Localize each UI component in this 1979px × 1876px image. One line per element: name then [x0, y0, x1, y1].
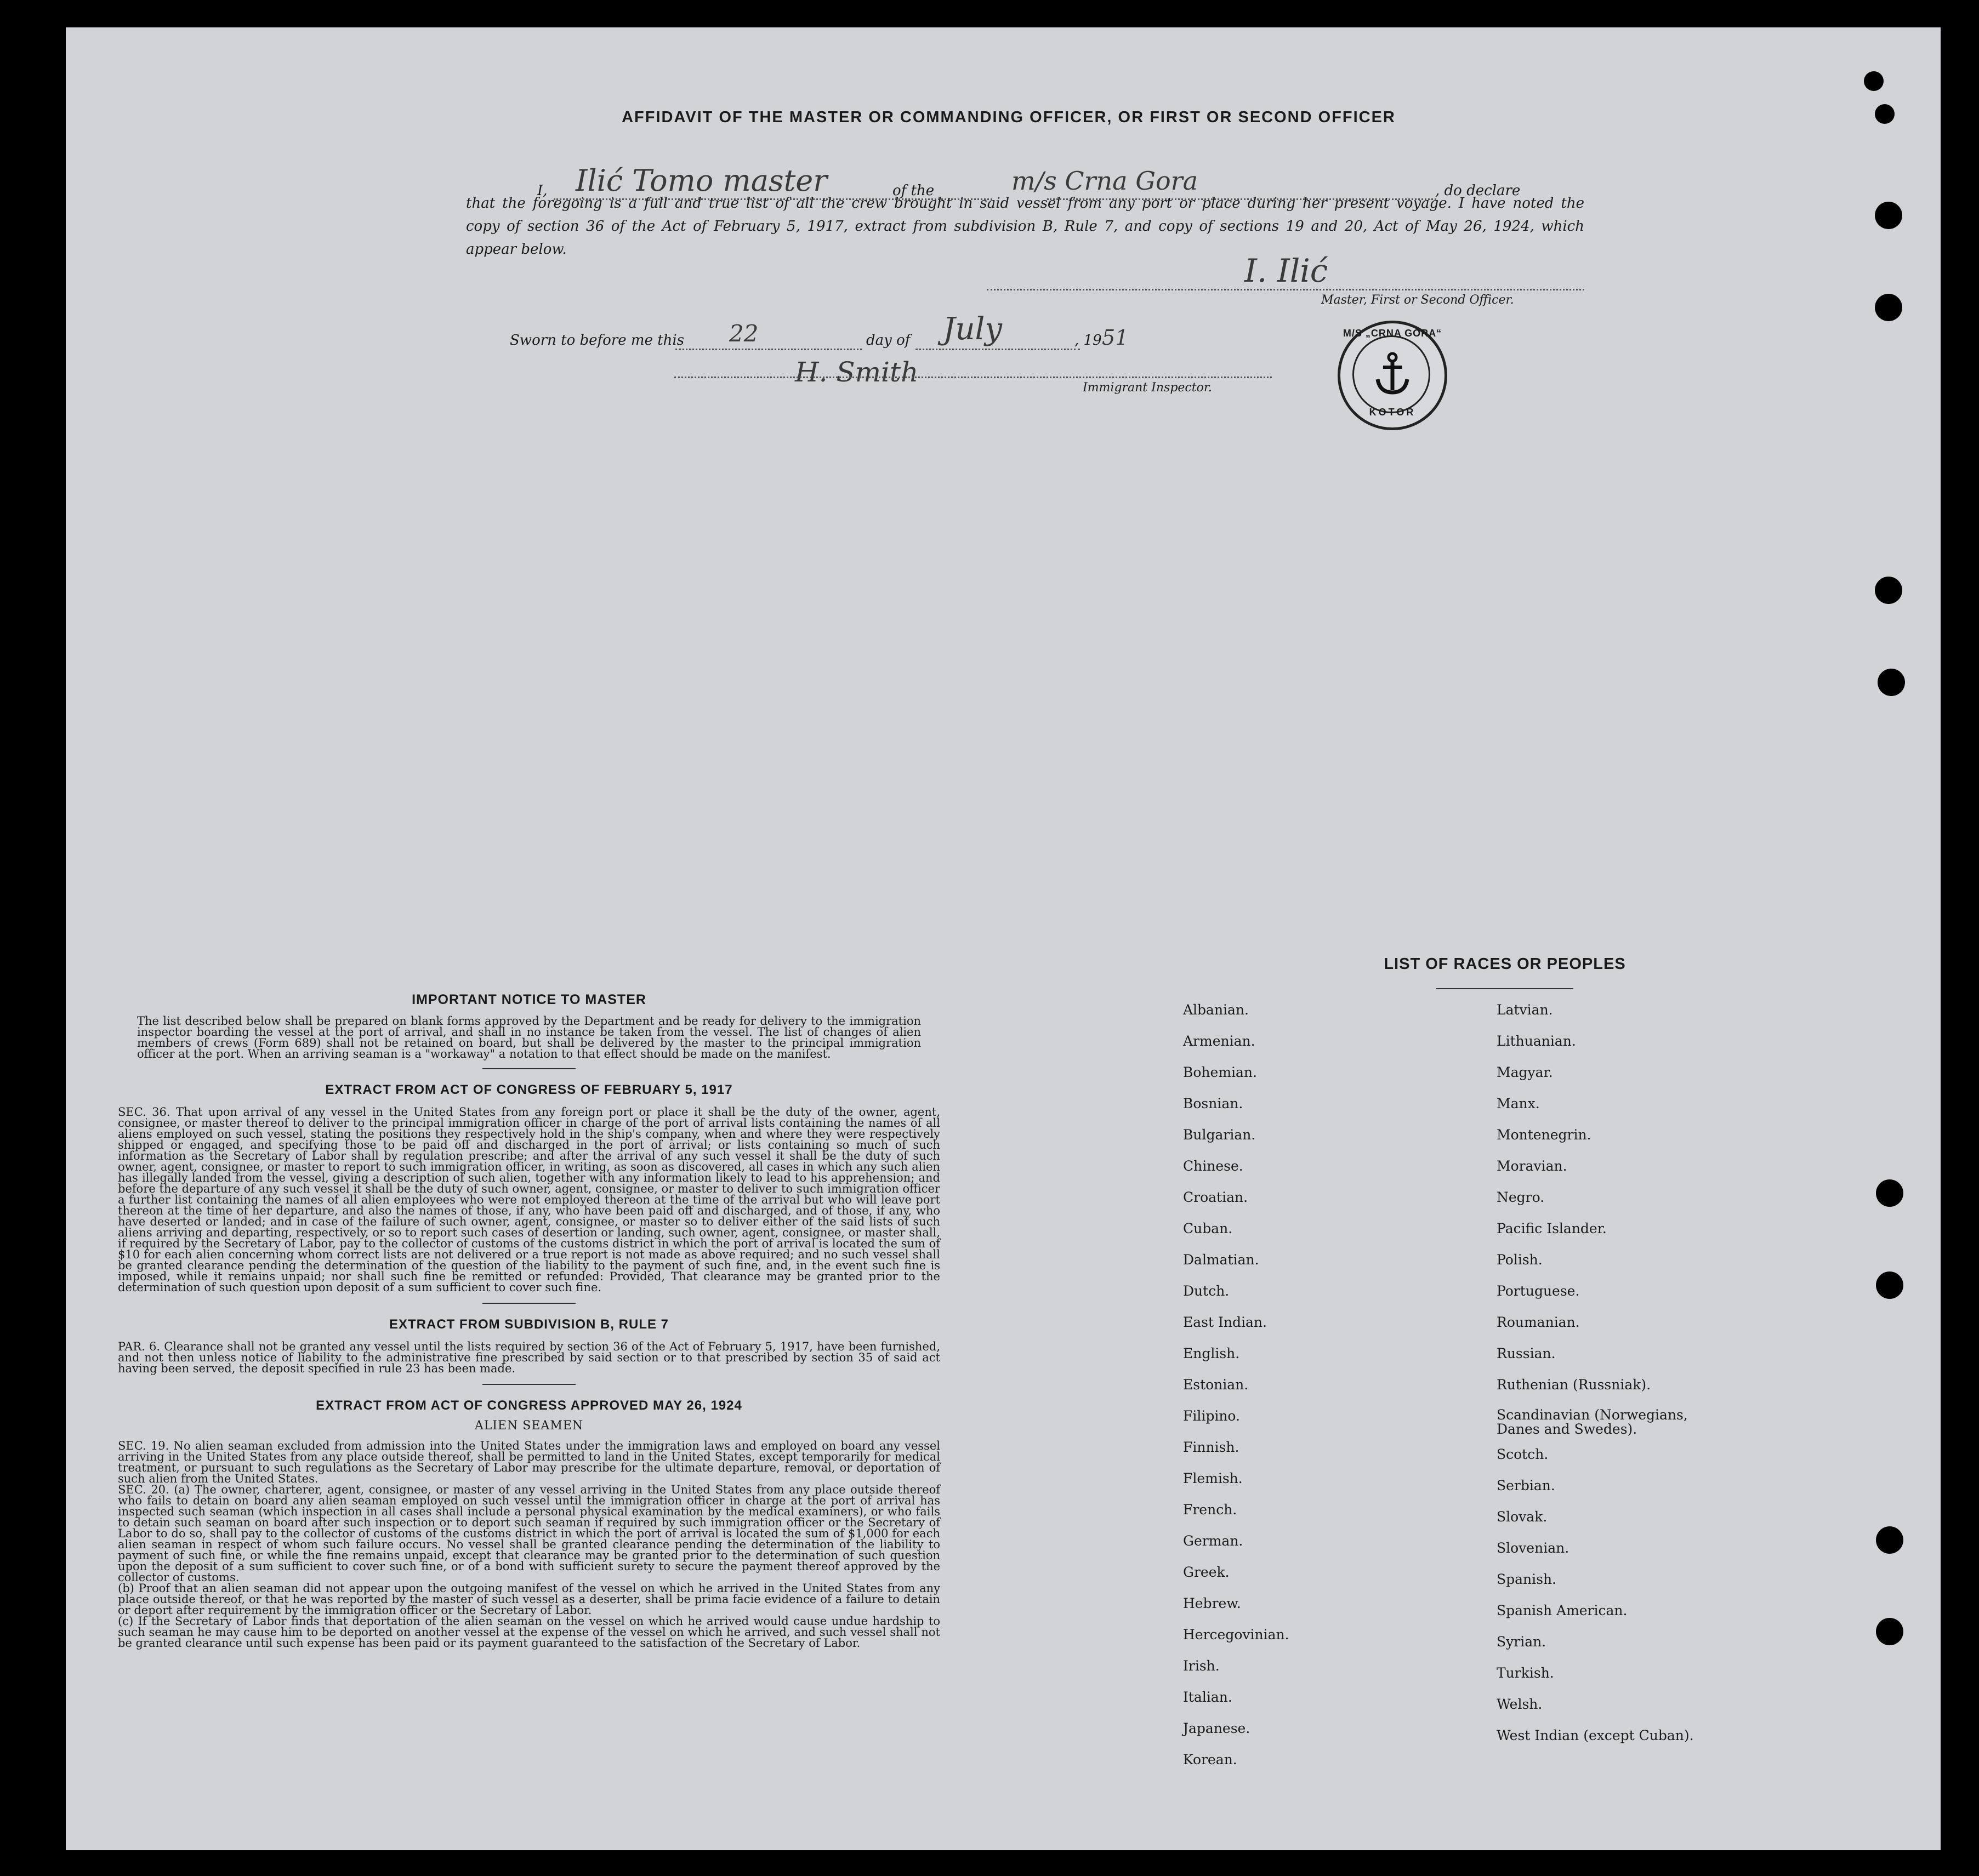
race-list-item: Japanese.: [1183, 1720, 1250, 1736]
race-list-item: Syrian.: [1497, 1634, 1546, 1650]
race-list-item: Dutch.: [1183, 1283, 1230, 1299]
race-list-item: Lithuanian.: [1497, 1033, 1576, 1049]
punch-hole: [1864, 71, 1884, 91]
affidavit-body: [466, 192, 1584, 261]
race-list-item: Scandinavian (Norwegians, Danes and Swedes).: [1497, 1407, 1688, 1437]
race-list-item: Estonian.: [1183, 1377, 1249, 1393]
race-list-item: Croatian.: [1183, 1189, 1248, 1205]
race-list-item: Latvian.: [1497, 1002, 1553, 1018]
affidavit-body-line3: appear below.: [466, 241, 567, 258]
race-list-item: Bulgarian.: [1183, 1127, 1256, 1143]
race-list-item: Filipino.: [1183, 1408, 1240, 1424]
race-list-item: Serbian.: [1497, 1478, 1555, 1493]
punch-hole: [1878, 669, 1905, 696]
race-list-item: Italian.: [1183, 1689, 1232, 1705]
extract-1924-sec20c: (c) If the Secretary of Labor finds that deportation of the alien seaman on the vessel on which he arrived would cause undue hardship to such seaman he may cause him to be deported on another vessel at the expense of the vessel on which he arrived, and such vessel shall not be granted clearance until such expense has been paid or its payment guaranteed to the satisfaction of the Secretary of Labor.: [118, 1615, 940, 1650]
race-list-item: Hercegovinian.: [1183, 1627, 1289, 1643]
race-list-item: Manx.: [1497, 1096, 1540, 1111]
notice-text: The list described below shall be prepared on blank forms approved by the Department and be ready for delivery to the immigration inspector boarding the vessel at the port of arrival, and shall in no instance be taken from the vessel. The list of changes of alien members of crews (Form 689) shall not be retained on board, but shall be delivered by the master to the principal immigration officer at the port. When an arriving seaman is a "workaway" a notation to that effect should be made on the manifest.: [137, 1014, 921, 1060]
punch-hole: [1876, 1526, 1903, 1554]
year-handwriting: 51: [1102, 326, 1129, 350]
race-list-item: Montenegrin.: [1497, 1127, 1591, 1143]
race-list-item: Finnish.: [1183, 1439, 1239, 1455]
year-prefix: , 19: [1074, 332, 1102, 349]
races-title: LIST OF RACES OR PEOPLES: [1384, 955, 1626, 973]
punch-hole: [1875, 294, 1902, 321]
document-page: [66, 27, 1941, 1850]
race-list-item: Spanish.: [1497, 1571, 1557, 1587]
punch-hole: [1876, 1271, 1903, 1299]
i-label: I,: [537, 183, 548, 199]
punch-hole: [1875, 202, 1902, 229]
master-caption: Master, First or Second Officer.: [1321, 293, 1514, 307]
master-name-handwriting: Ilić Tomo master: [576, 163, 828, 198]
rule7-title: EXTRACT FROM SUBDIVISION B, RULE 7: [389, 1317, 669, 1332]
extract-1917-title: EXTRACT FROM ACT OF CONGRESS OF FEBRUARY 5, 1917: [325, 1082, 733, 1097]
race-list-item: Albanian.: [1183, 1002, 1249, 1018]
punch-hole: [1875, 104, 1895, 124]
punch-hole: [1876, 1618, 1903, 1645]
day-handwriting: 22: [729, 320, 759, 347]
notice-title: IMPORTANT NOTICE TO MASTER: [412, 992, 646, 1007]
extract-1924-sec20b: (b) Proof that an alien seaman did not appear upon the outgoing manifest of the vessel on which he arrived in the United States from any place outside thereof, or that he was reported by the master of such vessel as a deserter, shall be prima facie evidence of a failure to detain or deport after requirement by the immigration officer or the Secretary of Labor.: [118, 1582, 940, 1617]
race-list-item: Scotch.: [1497, 1446, 1549, 1462]
race-list-item: Chinese.: [1183, 1158, 1243, 1174]
race-list-item: Moravian.: [1497, 1158, 1567, 1174]
race-list-item: Roumanian.: [1497, 1314, 1580, 1330]
race-list-item: Welsh.: [1497, 1696, 1543, 1712]
ship-seal-stamp: [1338, 321, 1447, 430]
stamp-bottom-text: KOTOR: [1369, 407, 1416, 418]
extract-1924-title: EXTRACT FROM ACT OF CONGRESS APPROVED MAY 26, 1924: [316, 1398, 742, 1413]
master-signature: I. Ilić: [1244, 252, 1328, 289]
do-declare-label: , do declare: [1435, 183, 1521, 199]
race-list-item: French.: [1183, 1502, 1237, 1518]
race-list-item: German.: [1183, 1533, 1243, 1549]
race-list-item: Bohemian.: [1183, 1064, 1257, 1080]
vessel-name-handwriting: m/s Crna Gora: [1011, 166, 1198, 196]
race-list-item: Cuban.: [1183, 1221, 1233, 1236]
races-left-column: [1183, 1002, 1457, 1783]
punch-hole: [1876, 1179, 1903, 1207]
race-list-item: Irish.: [1183, 1658, 1220, 1674]
sworn-line: [510, 311, 1250, 355]
race-list-item: Pacific Islander.: [1497, 1221, 1607, 1236]
race-list-item: West Indian (except Cuban).: [1497, 1727, 1694, 1743]
races-right-column: [1497, 1002, 1771, 1759]
race-list-item: Turkish.: [1497, 1665, 1554, 1681]
race-list-item: Bosnian.: [1183, 1096, 1243, 1111]
sworn-label: Sworn to before me this: [510, 332, 685, 349]
inspector-caption: Immigrant Inspector.: [1083, 381, 1212, 395]
rule7-text: PAR. 6. Clearance shall not be granted any vessel until the lists required by section 36 of the Act of February 5, 1917, have been furnished, and not then unless notice of liability to the administrative fine prescribed by said section or to that prescribed by section 35 of said act having been served, the deposit specified in rule 23 has been made.: [118, 1340, 940, 1375]
left-column: [118, 992, 940, 1649]
affidavit-title: AFFIDAVIT OF THE MASTER OR COMMANDING OFFICER, OR FIRST OR SECOND OFFICER: [622, 109, 1396, 126]
race-list-item: Polish.: [1497, 1252, 1543, 1268]
day-of-label: day of: [866, 332, 911, 349]
extract-1924-subtitle: ALIEN SEAMEN: [474, 1419, 584, 1433]
inspector-signature: H. Smith: [795, 356, 919, 388]
race-list-item: Dalmatian.: [1183, 1252, 1259, 1268]
race-list-item: Korean.: [1183, 1752, 1237, 1767]
extract-1924-sec19: SEC. 19. No alien seaman excluded from admission into the United States under the immigration laws and employed on board any vessel arriving in the United States from any place outside thereof, shall be permitted to land in the United States, except temporarily for medical treatment, or pursuant to such regulations as the Secretary of Labor may prescribe for the ultimate departure, removal, or deportation of such alien from the United States.: [118, 1439, 940, 1485]
race-list-item: Portuguese.: [1497, 1283, 1580, 1299]
race-list-item: Greek.: [1183, 1564, 1230, 1580]
race-list-item: Magyar.: [1497, 1064, 1553, 1080]
extract-1917-text: SEC. 36. That upon arrival of any vessel in the United States from any foreign port or place it shall be the duty of the owner, agent, consignee, or master thereof to deliver to the principal immigration officer in charge of the port of arrival lists containing the names of all aliens employed on such vessel, stating the positions they respectively hold in the ship's company, when and where they were respectively shipped or engaged, and specifying those to be paid off and discharged in the port of arrival; or lists containing so much of such information as the Secretary of Labor shall by regulation prescribe; and after the arrival of any such vessel it shall be the duty of such owner, agent, consignee, or master to report to such immigration officer, in writing, as soon as discovered, all cases in which any such alien has illegally landed from the vessel, giving a description of such alien, together with any information likely to lead to his apprehension; and before the departure of any such vessel it shall be the duty of such owner, agent, consignee, or master to deliver to such immigration officer a further list containing the names of all alien employees who were not employed thereon at the time of the arrival but who will leave port thereon at the time of her departure, and also the names of those, if any, who have been paid off and discharged, and of those, if any, who have deserted or landed; and in case of the failure of such owner, agent, consignee, or master so to deliver either of the said lists of such aliens arriving and departing, respectively, or so to report such cases of desertion or landing, such owner, agent, consignee, or master shall, if required by the Secretary of Labor, pay to the collector of customs of the customs district in which the port of arrival is located the sum of $10 for each alien concerning whom correct lists are not delivered or a true report is not made as above required; and no such vessel shall be granted clearance pending the determination of the question of the liability to the payment of such fine, and, in the event such fine is imposed, while it remains unpaid; nor shall such fine be remitted or refunded: Provided, That clearance may be granted prior to the determination of such question upon deposit of a sum sufficient to cover such fine.: [118, 1105, 940, 1294]
race-list-item: Armenian.: [1183, 1033, 1255, 1049]
race-list-item: Hebrew.: [1183, 1595, 1241, 1611]
month-handwriting: July: [943, 311, 1003, 347]
punch-hole: [1875, 577, 1902, 604]
affidavit-body-line2: copy of section 36 of the Act of February 5, 1917, extract from subdivision B, Rule 7, and copy of sections 19 and 20, Act of May 26, 1924, which: [466, 218, 1584, 235]
affidavit-body-line1: that the foregoing is a full and true list of all the crew brought in said vessel from any port or place during her present voyage. I have noted the: [466, 195, 1584, 212]
race-list-item: Spanish American.: [1497, 1603, 1628, 1618]
of-the-label: of the: [892, 183, 935, 199]
race-list-item: Slovak.: [1497, 1509, 1548, 1525]
race-list-item: English.: [1183, 1345, 1240, 1361]
race-list-item: Negro.: [1497, 1189, 1545, 1205]
stamp-top-text: M/S „CRNA GORA“: [1343, 328, 1442, 339]
race-list-item: East Indian.: [1183, 1314, 1267, 1330]
extract-1924-sec20a: SEC. 20. (a) The owner, charterer, agent, consignee, or master of any vessel arriving in the United States from any place outside thereof who fails to detain on board any alien seaman employed on such vessel until the immigration officer in charge at the port of arrival has inspected such seaman (which inspection in all cases shall include a personal physical examination by the medical examiners), or who fails to detain such seaman on board after such inspection or to deport such seaman if required by such immigration officer or the Secretary of Labor to do so, shall pay to the collector of customs of the customs district in which the port of arrival is located the sum of $1,000 for each alien seaman in respect of whom such failure occurs. No vessel shall be granted clearance pending the determination of the liability to payment of such fine, or while the fine remains unpaid, except that clearance may be granted prior to the determination of such question upon the deposit of a sum sufficient to cover such fine, or of a bond with sufficient surety to secure the payment thereof approved by the collector of customs.: [118, 1483, 940, 1584]
race-list-item: Ruthenian (Russniak).: [1497, 1377, 1651, 1393]
race-list-item: Flemish.: [1183, 1470, 1243, 1486]
race-list-item: Russian.: [1497, 1345, 1556, 1361]
anchor-icon: [1374, 352, 1411, 396]
race-list-item: Slovenian.: [1497, 1540, 1569, 1556]
